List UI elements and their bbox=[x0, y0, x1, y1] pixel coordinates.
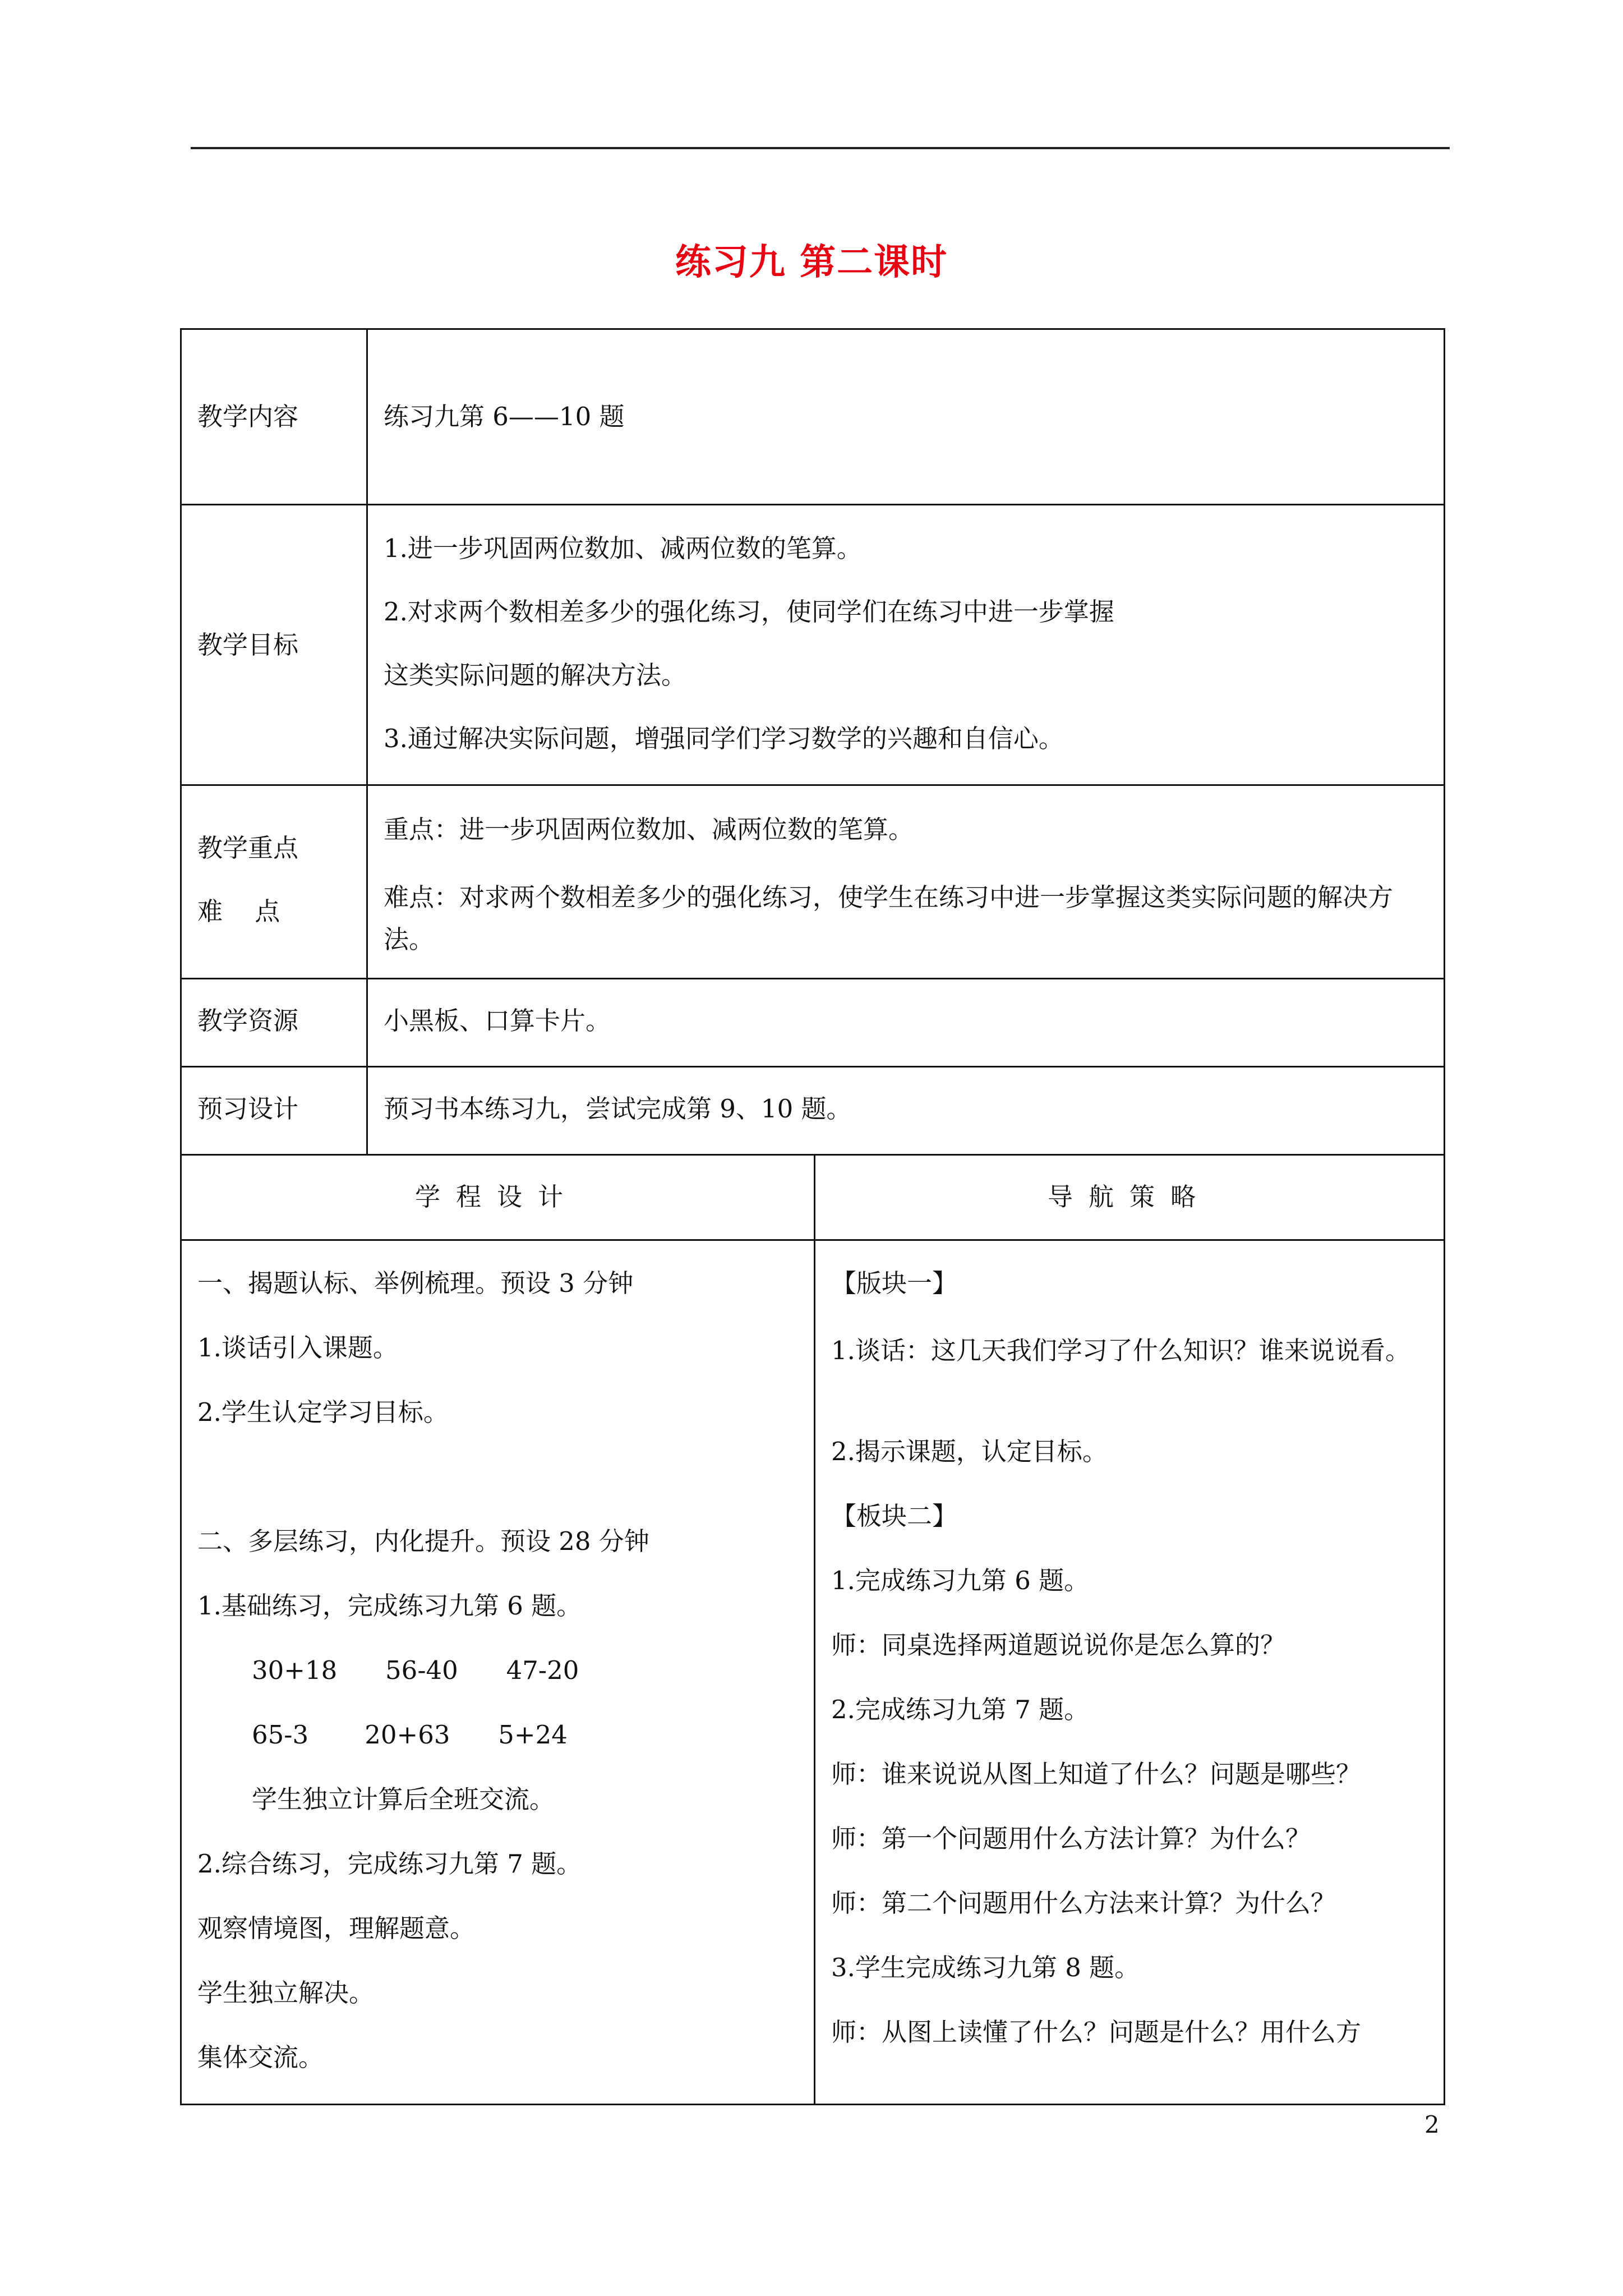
right-line: 师：同桌选择两道题说说你是怎么算的？ bbox=[831, 1630, 1286, 1660]
difficult-point-text: 难点：对求两个数相差多少的强化练习，使学生在练习中进一步掌握这类实际问题的解决方法。 bbox=[384, 882, 1394, 954]
left-line: 1.谈话引入课题。 bbox=[197, 1333, 398, 1363]
label-difficult-points bbox=[197, 895, 310, 928]
label-preview-design: 预习设计 bbox=[197, 1094, 299, 1124]
right-line: 师：第二个问题用什么方法来计算？为什么？ bbox=[831, 1888, 1336, 1918]
row-separator bbox=[180, 978, 1445, 979]
teaching-content-text: 练习九第 6——10 题 bbox=[384, 402, 625, 431]
calc-row: 30+18 56-40 47-20 bbox=[252, 1655, 579, 1685]
left-line: 集体交流。 bbox=[197, 2042, 324, 2072]
left-line: 学生独立解决。 bbox=[197, 1978, 375, 2008]
goal-line: 这类实际问题的解决方法。 bbox=[384, 660, 687, 690]
document-title: 练习九 第二课时 bbox=[675, 242, 948, 283]
left-line: 2.学生认定学习目标。 bbox=[197, 1397, 449, 1427]
header-learning-design: 学程设计 bbox=[414, 1182, 579, 1212]
label-teaching-goals: 教学目标 bbox=[197, 630, 299, 660]
right-line: 1.完成练习九第 6 题。 bbox=[831, 1566, 1090, 1595]
label-difficult-points-text: 难 点 bbox=[197, 896, 280, 926]
label-teaching-content: 教学内容 bbox=[197, 402, 299, 431]
row-separator bbox=[180, 784, 1445, 786]
header-guidance-strategy: 导航策略 bbox=[1047, 1182, 1211, 1212]
label-teaching-resources: 教学资源 bbox=[197, 1006, 299, 1036]
left-line: 1.基础练习，完成练习九第 6 题。 bbox=[197, 1591, 582, 1621]
goal-line: 2.对求两个数相差多少的强化练习，使同学们在练习中进一步掌握 bbox=[384, 597, 1114, 627]
right-line: 师：从图上读懂了什么？问题是什么？用什么方 bbox=[831, 2017, 1362, 2047]
preview-design-text: 预习书本练习九，尝试完成第 9、10 题。 bbox=[384, 1094, 852, 1124]
goal-line: 3.通过解决实际问题，增强同学们学习数学的兴趣和自信心。 bbox=[384, 724, 1064, 753]
goal-line: 1.进一步巩固两位数加、减两位数的笔算。 bbox=[384, 533, 862, 563]
right-line: 2.完成练习九第 7 题。 bbox=[831, 1695, 1090, 1724]
right-line: 2.揭示课题，认定目标。 bbox=[831, 1437, 1108, 1466]
row-separator bbox=[180, 1066, 1445, 1068]
right-line: 师：第一个问题用什么方法计算？为什么？ bbox=[831, 1824, 1311, 1853]
right-line: 师：谁来说说从图上知道了什么？问题是哪些？ bbox=[831, 1759, 1362, 1789]
right-line: 1.谈话：这几天我们学习了什么知识？谁来说说看。 bbox=[831, 1336, 1410, 1365]
info-table-divider bbox=[366, 328, 368, 1156]
header-rule bbox=[191, 147, 1450, 149]
block-heading: 【板块二】 bbox=[831, 1501, 958, 1531]
left-section-heading: 二、多层练习，内化提升。预设 28 分钟 bbox=[197, 1526, 649, 1556]
row-separator bbox=[180, 504, 1445, 505]
left-section-heading: 一、揭题认标、举例梳理。预设 3 分钟 bbox=[197, 1268, 634, 1298]
key-point-text: 重点：进一步巩固两位数加、减两位数的笔算。 bbox=[384, 815, 914, 844]
page-number: 2 bbox=[1424, 2111, 1440, 2138]
label-key-points: 教学重点 bbox=[197, 833, 299, 863]
left-line: 2.综合练习，完成练习九第 7 题。 bbox=[197, 1849, 582, 1879]
teaching-resources-text: 小黑板、口算卡片。 bbox=[384, 1006, 611, 1036]
design-header-separator bbox=[180, 1239, 1445, 1241]
block-heading: 【版块一】 bbox=[831, 1268, 958, 1298]
design-table-divider bbox=[814, 1154, 815, 2105]
calc-row: 65-3 20+63 5+24 bbox=[252, 1720, 568, 1750]
left-line: 观察情境图，理解题意。 bbox=[197, 1913, 476, 1943]
left-line: 学生独立计算后全班交流。 bbox=[252, 1784, 555, 1814]
right-line: 3.学生完成练习九第 8 题。 bbox=[831, 1953, 1140, 1982]
